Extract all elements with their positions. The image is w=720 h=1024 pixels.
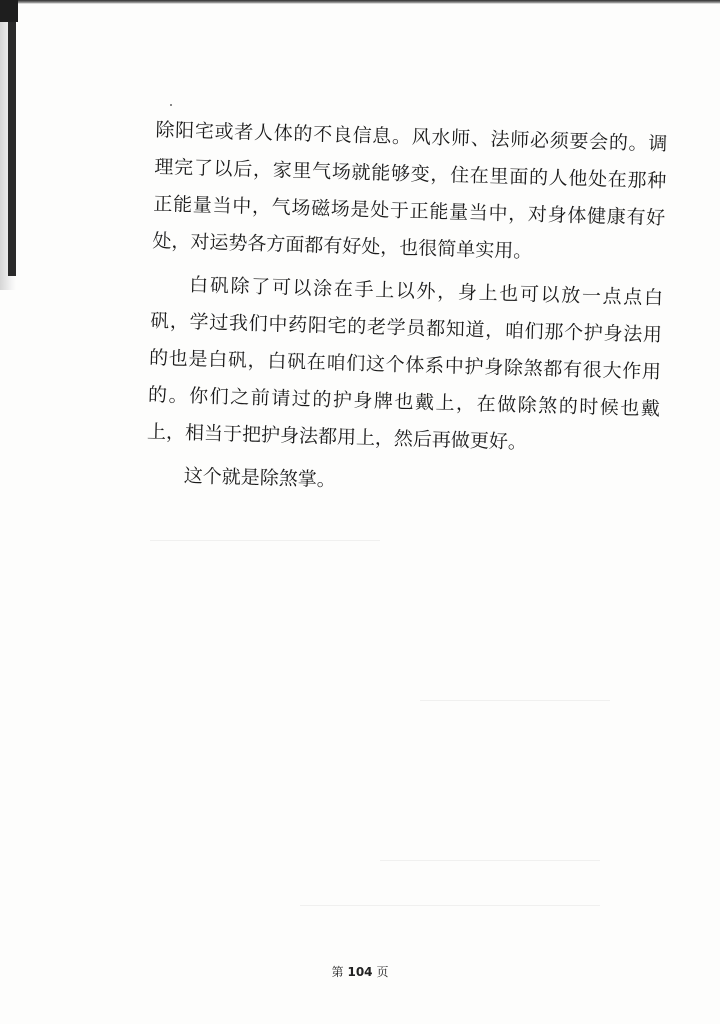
page-number-prefix: 第 (331, 965, 344, 979)
scan-speck (170, 104, 172, 106)
page-footer (0, 963, 720, 980)
paragraph-3: 这个就是除煞掌。 (183, 464, 337, 492)
page-number-suffix: 页 (376, 965, 389, 979)
scan-top-edge (0, 0, 720, 4)
bleed-through-line (380, 860, 600, 861)
paragraph-2: 白矾除了可以涂在手上以外，身上也可以放一点点白矾，学过我们中药阳宅的老学员都知道，咱们那个护身法用的也是白矾，白矾在咱们这个体系中护身除煞都有很大作用的。你们之前请过的护身牌也戴上，在做除煞的时候也戴上，相当于把护身法都用上，然后再做更好。 (146, 273, 664, 454)
page-number: 104 (347, 965, 373, 979)
bleed-through-line (420, 700, 610, 701)
scan-binding-shadow (8, 14, 16, 276)
body-text (145, 112, 668, 514)
bleed-through-line (150, 540, 380, 541)
paragraph-1: 除阳宅或者人体的不良信息。风水师、法师必须要会的。调理完了以后，家里气场就能够变，住在里面的人他处在那种正能量当中，气场磁场是处于正能量当中，对身体健康有好处，对运势各方面都有好处，也很简单实用。 (152, 118, 668, 263)
bleed-through-line (300, 905, 600, 906)
scan-corner-shadow (0, 0, 18, 22)
